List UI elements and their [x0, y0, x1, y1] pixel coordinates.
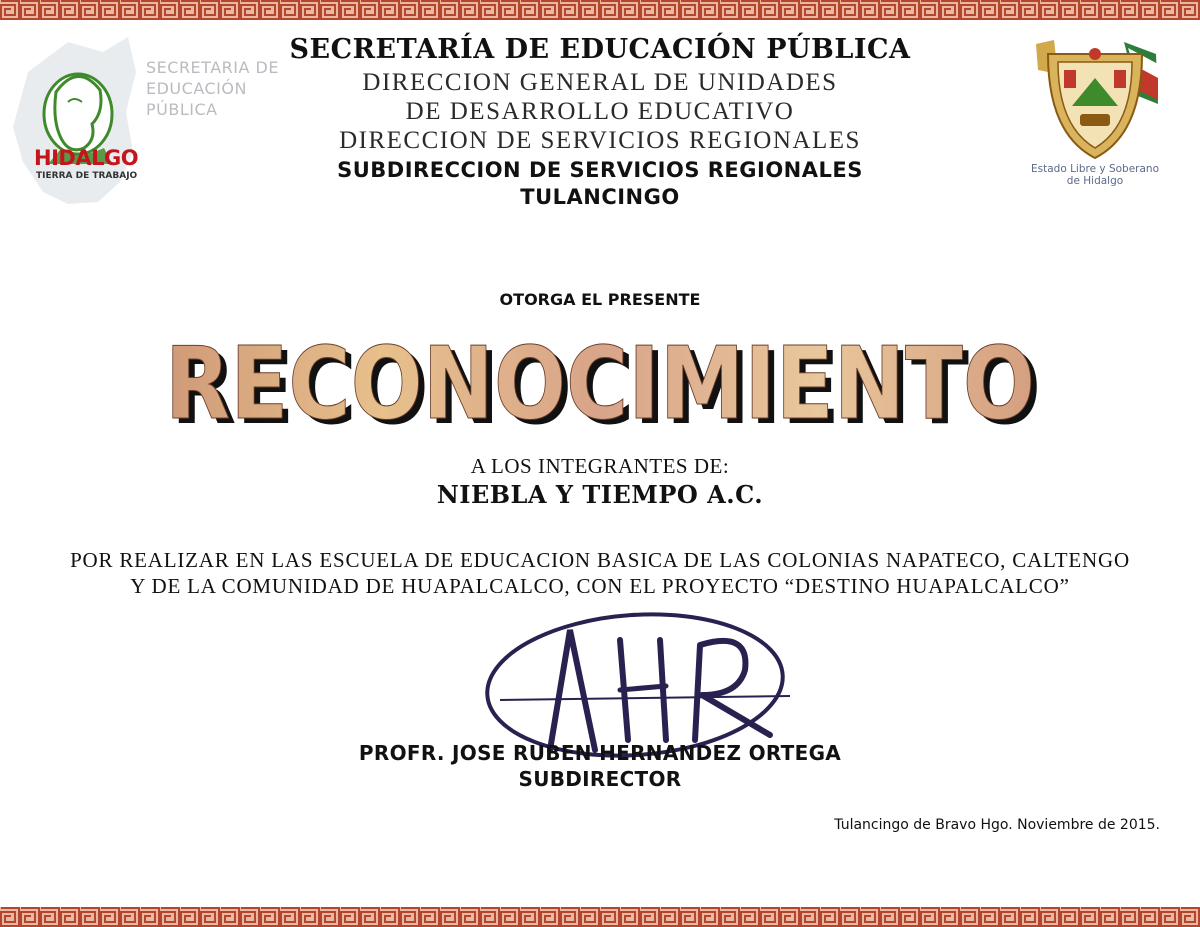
signer-name: PROFR. JOSE RUBEN HERNANDEZ ORTEGA	[358, 741, 842, 765]
header-subdireccion: SUBDIRECCION DE SERVICIOS REGIONALES	[337, 158, 863, 182]
top-decorative-border	[0, 0, 1200, 20]
greek-key-pattern-icon	[0, 907, 1200, 927]
signer-role: SUBDIRECTOR	[518, 767, 682, 791]
sep-logo-line1: SECRETARIA DE	[146, 58, 279, 77]
sep-logo-line2: EDUCACIÓN	[146, 79, 247, 98]
coat-caption-line2: de Hidalgo	[1066, 175, 1124, 187]
certificate-title: RECONOCIMIENTO	[165, 330, 1035, 430]
recipient-intro: A LOS INTEGRANTES DE:	[470, 454, 730, 478]
reason-line1: POR REALIZAR EN LAS ESCUELA DE EDUCACION BASICA DE LAS COLONIAS NAPATECO, CALTENGO	[70, 548, 1130, 572]
place-and-date: Tulancingo de Bravo Hgo. Noviembre de 2015.	[834, 817, 1160, 833]
hidalgo-coat-of-arms-icon	[1028, 34, 1162, 164]
recipient-name: NIEBLA Y TIEMPO A.C.	[436, 480, 764, 509]
header-direction-general: DIRECCION GENERAL DE UNIDADES	[362, 69, 838, 96]
bottom-decorative-border	[0, 907, 1200, 927]
hidalgo-logo-word: HIDALGO	[34, 146, 139, 170]
certificate-title-graphic	[140, 330, 1060, 430]
greek-key-pattern-icon	[0, 0, 1200, 20]
header-city: TULANCINGO	[520, 185, 680, 209]
coat-caption-line1: Estado Libre y Soberano	[1031, 163, 1159, 175]
header-direccion-servicios: DIRECCION DE SERVICIOS REGIONALES	[339, 127, 861, 154]
header-desarrollo-educativo: DE DESARROLLO EDUCATIVO	[405, 98, 795, 125]
hidalgo-logo-tagline: TIERRA DE TRABAJO	[36, 171, 138, 181]
certificate-title-shadow: RECONOCIMIENTO	[171, 330, 1041, 430]
certificate-intro: OTORGA EL PRESENTE	[499, 290, 701, 309]
reason-line2: Y DE LA COMUNIDAD DE HUAPALCALCO, CON EL PROYECTO “DESTINO HUAPALCALCO”	[130, 574, 1070, 598]
header-sep-title: SECRETARÍA DE EDUCACIÓN PÚBLICA	[289, 34, 911, 65]
sep-logo-line3: PÚBLICA	[146, 100, 218, 119]
